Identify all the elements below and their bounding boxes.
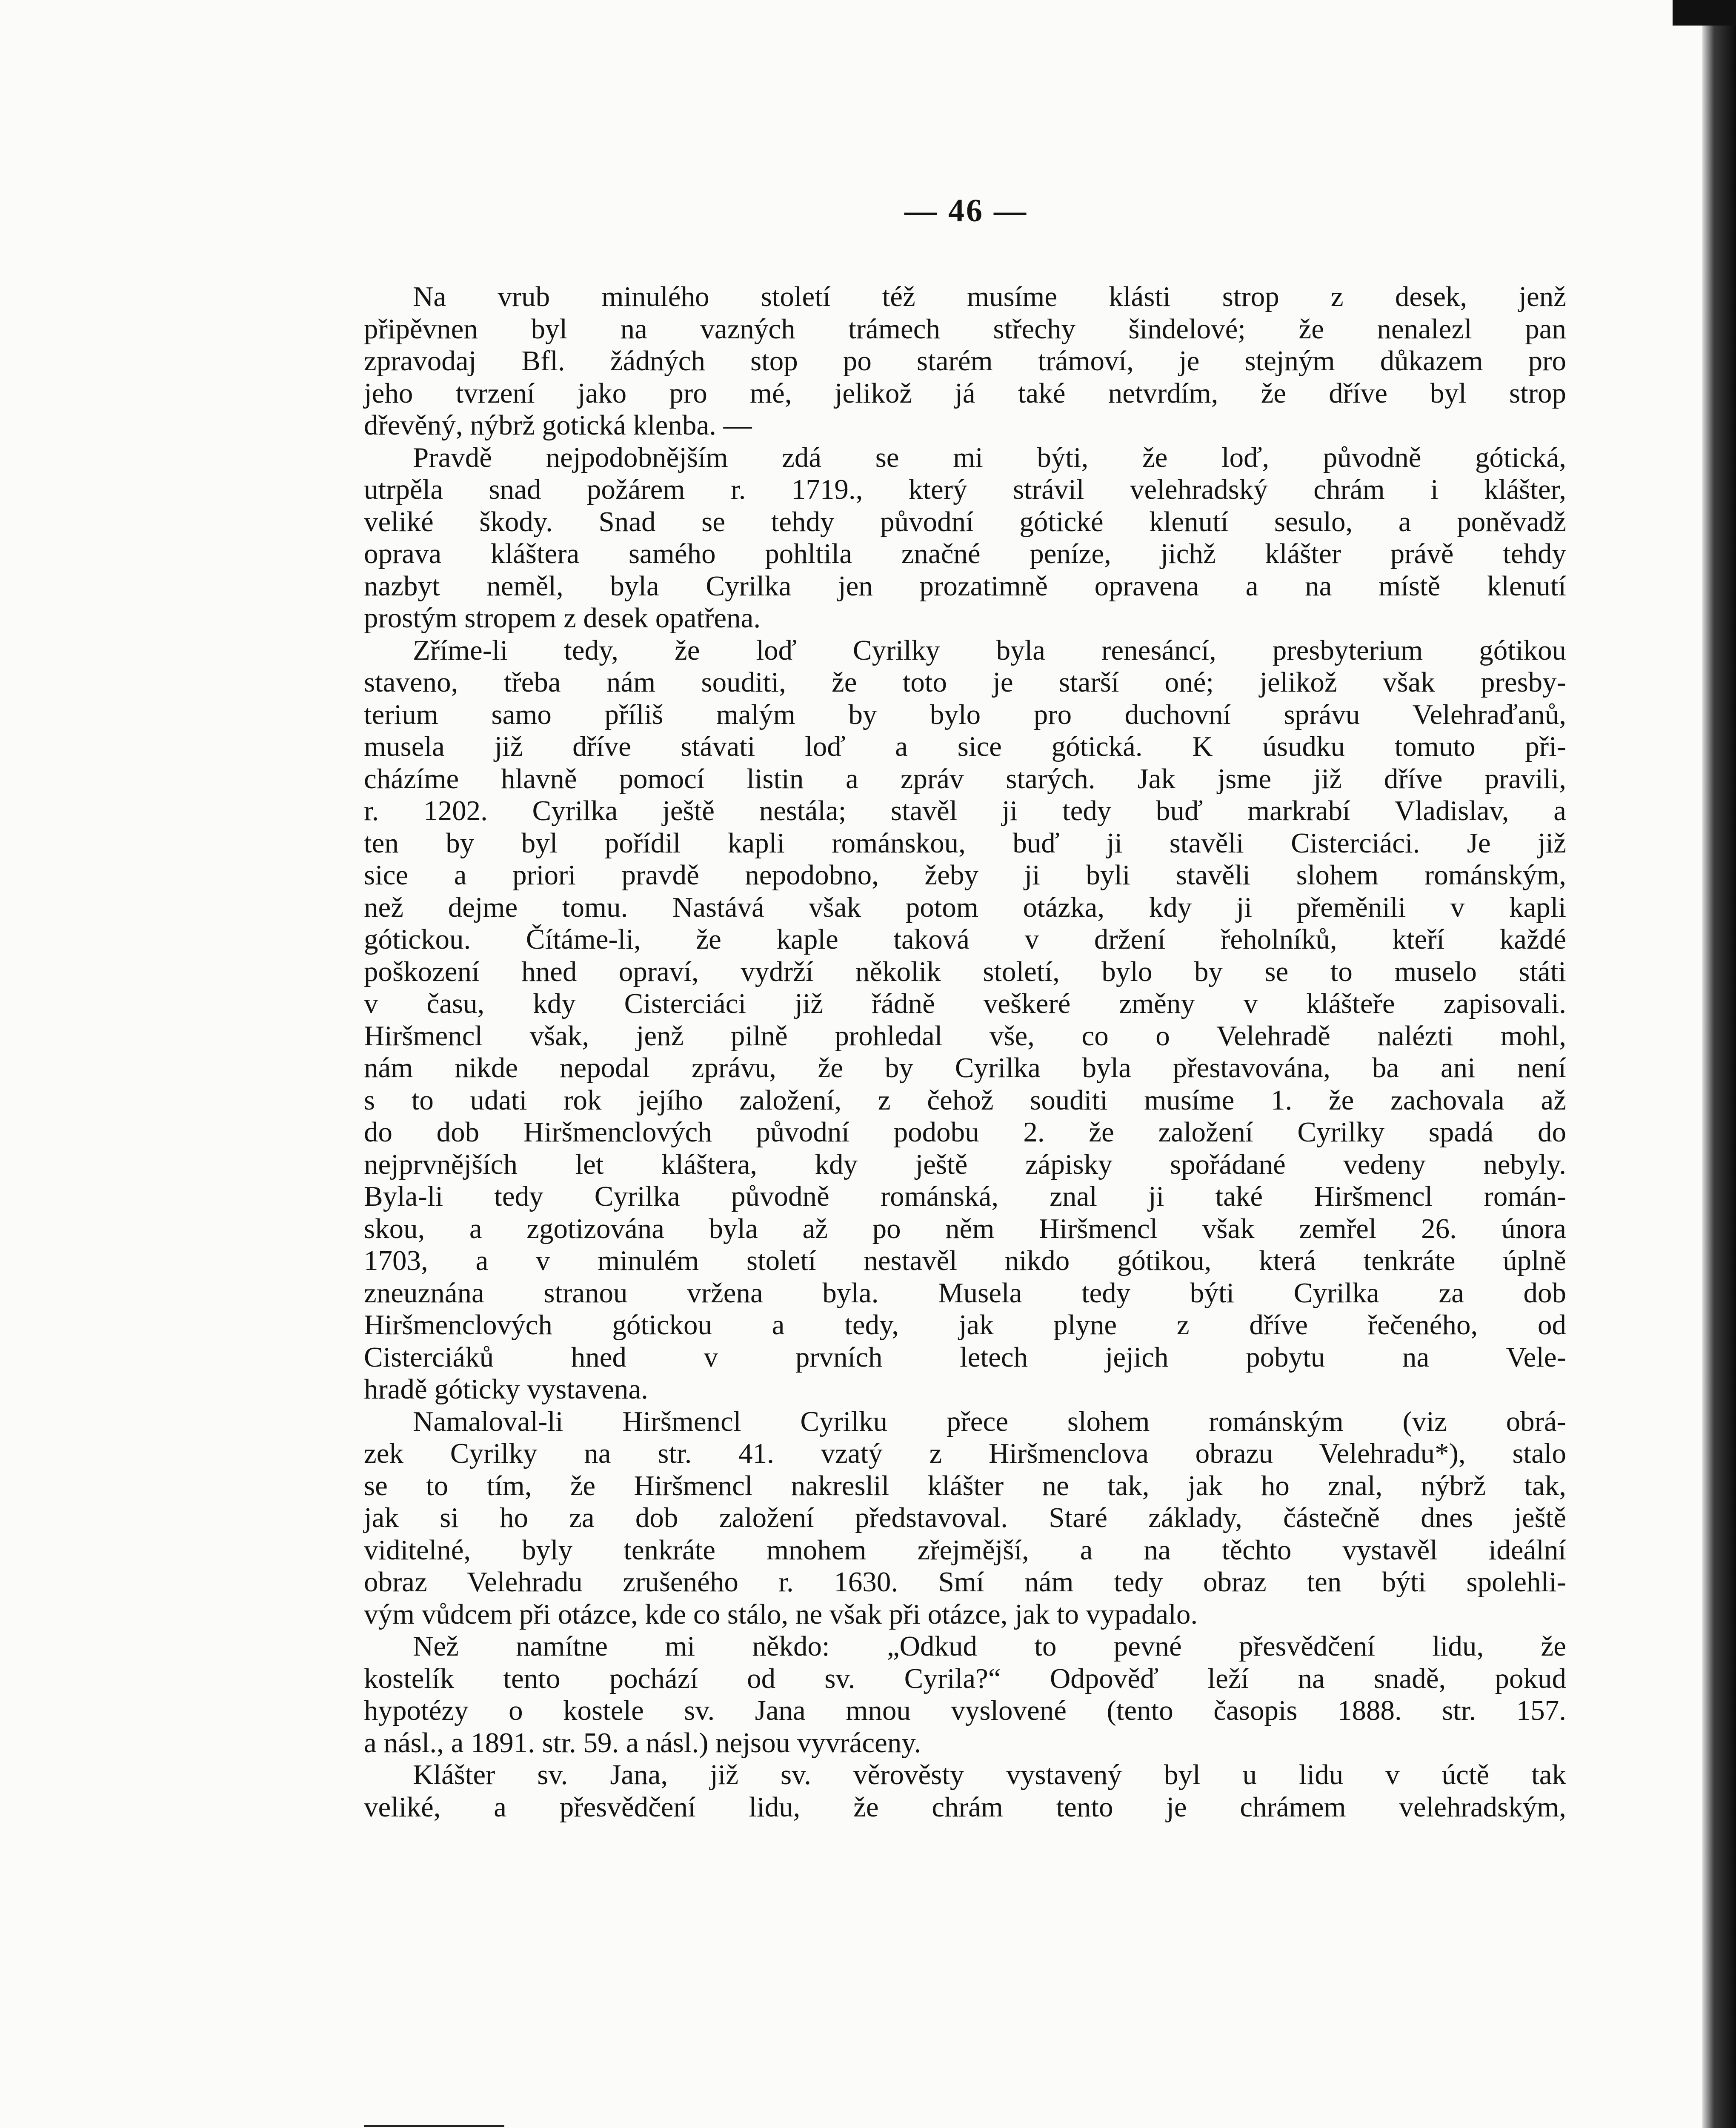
text-line: nazbyt neměl, byla Cyrilka jen prozatimně opravena a na místě klenutí — [364, 570, 1566, 602]
text-line: se to tím, že Hiršmencl nakreslil klášter ne tak, jak ho znal, nýbrž tak, — [364, 1470, 1566, 1502]
text-line: Hiršmencl však, jenž pilně prohledal vše, co o Velehradě nalézti mohl, — [364, 1020, 1566, 1052]
text-line: sice a priori pravdě nepodobno, žeby ji byli stavěli slohem románským, — [364, 859, 1566, 891]
text-line: v času, kdy Cisterciáci již řádně veškeré změny v klášteře zapisovali. — [364, 988, 1566, 1019]
text-line: vým vůdcem při otázce, kde co stálo, ne však při otázce, jak to vypadalo. — [364, 1598, 1198, 1630]
body-text — [364, 281, 1566, 1823]
text-line: viditelné, byly tenkráte mnohem zřejmější, a na těchto vystavěl ideální — [364, 1534, 1566, 1566]
page-number: — 46 — — [904, 193, 1028, 229]
footnote-divider — [364, 2125, 504, 2127]
text-line: hradě góticky vystavena. — [364, 1373, 648, 1405]
text-line: Než namítne mi někdo: „Odkud to pevné přesvědčení lidu, že — [413, 1630, 1566, 1662]
text-line: staveno, třeba nám souditi, že toto je starší oné; jelikož však presby- — [364, 666, 1566, 698]
text-line: nám nikde nepodal zprávu, že by Cyrilka byla přestavována, ba ani není — [364, 1052, 1566, 1084]
text-line: jeho tvrzení jako pro mé, jelikož já také netvrdím, že dříve byl strop — [364, 377, 1566, 409]
text-line: veliké, a přesvědčení lidu, že chrám tento je chrámem velehradským, — [364, 1791, 1566, 1823]
text-line: oprava kláštera samého pohltila značné peníze, jichž klášter právě tehdy — [364, 538, 1566, 569]
text-line: připěvnen byl na vazných trámech střechy šindelové; že nenalezl pan — [364, 313, 1566, 345]
text-line: a násl., a 1891. str. 59. a násl.) nejsou vyvráceny. — [364, 1727, 921, 1759]
text-line: Na vrub minulého století též musíme klásti strop z desek, jenž — [413, 281, 1566, 312]
text-line: cházíme hlavně pomocí listin a zpráv starých. Jak jsme již dříve pravili, — [364, 763, 1566, 795]
text-line: kostelík tento pochází od sv. Cyrila?“ Odpověď leží na snadě, pokud — [364, 1662, 1566, 1694]
text-line: utrpěla snad požárem r. 1719., který strávil velehradský chrám i klášter, — [364, 474, 1566, 505]
page-edge-shadow — [1702, 0, 1736, 2128]
text-line: Zříme-li tedy, že loď Cyrilky byla renesáncí, presbyterium gótikou — [413, 634, 1566, 666]
text-line: Cisterciáků hned v prvních letech jejich pobytu na Vele- — [364, 1341, 1566, 1373]
text-line: ten by byl pořídil kapli románskou, buď ji stavěli Cisterciáci. Je již — [364, 827, 1566, 859]
text-line: zneuznána stranou vržena byla. Musela tedy býti Cyrilka za dob — [364, 1277, 1566, 1309]
text-line: musela již dříve stávati loď a sice gótická. K úsudku tomuto při- — [364, 731, 1566, 762]
text-line: s to udati rok jejího založení, z čehož souditi musíme 1. že zachovala až — [364, 1084, 1566, 1116]
text-line: veliké škody. Snad se tehdy původní gótické klenutí sesulo, a poněvadž — [364, 506, 1566, 538]
text-line: terium samo příliš malým by bylo pro duchovní správu Velehraďanů, — [364, 698, 1566, 730]
text-line: skou, a zgotizována byla až po něm Hiršmencl však zemřel 26. února — [364, 1213, 1566, 1244]
text-line: do dob Hiršmenclových původní podobu 2. že založení Cyrilky spadá do — [364, 1116, 1566, 1148]
text-line: poškození hned opraví, vydrží několik století, bylo by se to muselo státi — [364, 955, 1566, 987]
text-line: Hiršmenclových gótickou a tedy, jak plyne z dříve řečeného, od — [364, 1309, 1566, 1341]
text-line: zpravodaj Bfl. žádných stop po starém trámoví, je stejným důkazem pro — [364, 345, 1566, 377]
text-line: 1703, a v minulém století nestavěl nikdo gótikou, která tenkráte úplně — [364, 1245, 1566, 1276]
text-line: hypotézy o kostele sv. Jana mnou vyslovené (tento časopis 1888. str. 157. — [364, 1695, 1566, 1726]
text-line: Pravdě nejpodobnějším zdá se mi býti, že loď, původně gótická, — [413, 441, 1566, 473]
text-line: prostým stropem z desek opatřena. — [364, 602, 761, 634]
text-line: nejprvnějších let kláštera, kdy ještě zápisky spořádané vedeny nebyly. — [364, 1148, 1566, 1180]
text-line: dřevěný, nýbrž gotická klenba. — — [364, 409, 752, 441]
text-line: obraz Velehradu zrušeného r. 1630. Smí nám tedy obraz ten býti spolehli- — [364, 1566, 1566, 1598]
text-line: r. 1202. Cyrilka ještě nestála; stavěl ji tedy buď markrabí Vladislav, a — [364, 795, 1566, 827]
text-line: Namaloval-li Hiršmencl Cyrilku přece slohem románským (viz obrá- — [413, 1405, 1566, 1437]
page-corner-shadow — [1673, 0, 1736, 26]
text-line: gótickou. Čítáme-li, že kaple taková v držení řeholníků, kteří každé — [364, 924, 1566, 955]
text-line: Byla-li tedy Cyrilka původně románská, znal ji také Hiršmencl román- — [364, 1181, 1566, 1212]
text-line: zek Cyrilky na str. 41. vzatý z Hiršmenclova obrazu Velehradu*), stalo — [364, 1438, 1566, 1469]
text-line: jak si ho za dob založení představoval. Staré základy, částečně dnes ještě — [364, 1502, 1566, 1533]
text-line: Klášter sv. Jana, již sv. věrověsty vystavený byl u lidu v úctě tak — [413, 1759, 1566, 1790]
text-line: než dejme tomu. Nastává však potom otázka, kdy ji přeměnili v kapli — [364, 891, 1566, 923]
